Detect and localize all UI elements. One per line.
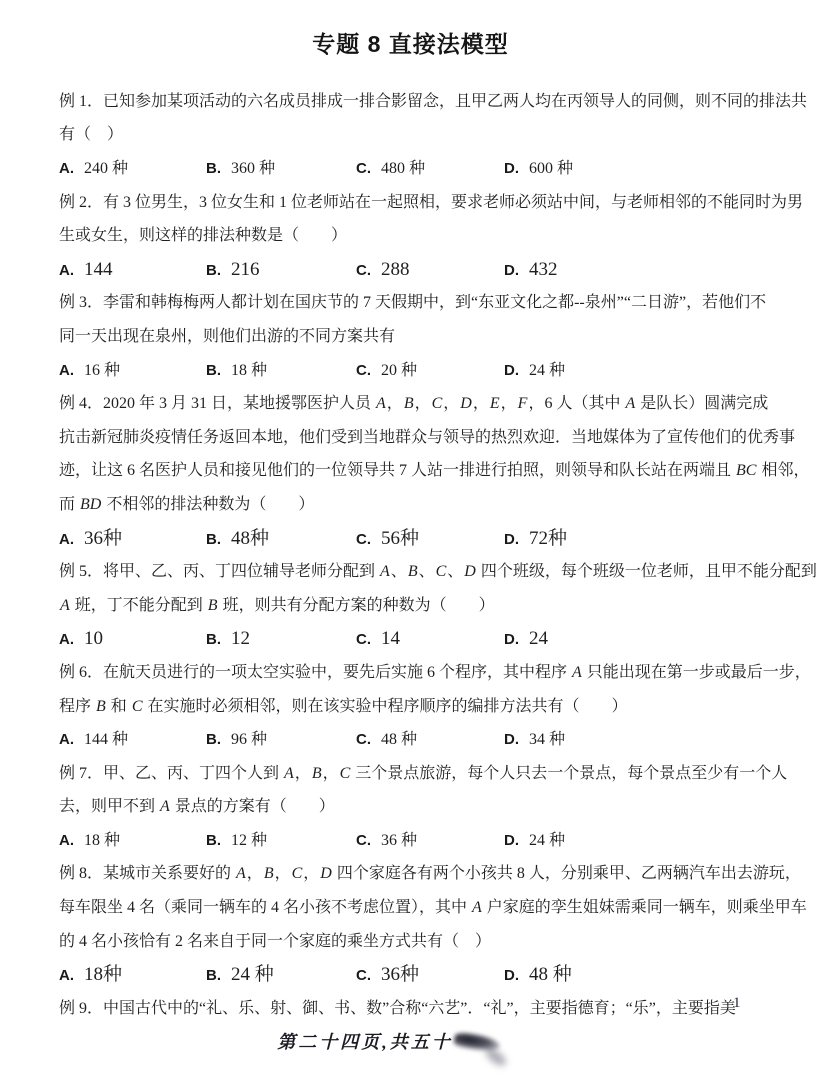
option-letter: A. <box>59 160 74 177</box>
problem-text-line <box>59 488 762 522</box>
text-segment: ， <box>500 395 517 413</box>
option-B <box>206 354 356 388</box>
problem-text-line <box>59 891 807 925</box>
option-letter: D. <box>504 261 519 279</box>
problem-text-line <box>59 454 810 488</box>
option-value: 144 种 <box>84 731 129 749</box>
options-row <box>59 522 762 556</box>
math-variable: B <box>207 596 218 614</box>
text-segment: ， <box>322 764 339 782</box>
text-segment: 例 5．将甲、乙、丙、丁四位辅导老师分配到 <box>59 563 380 581</box>
option-value: 12 <box>231 628 250 650</box>
problem-text-line <box>59 387 769 421</box>
text-segment: 四个家庭各有两个小孩共 8 人，分别乘甲、乙两辆汽车出去游玩， <box>332 865 801 883</box>
text-segment: 、 <box>447 563 464 581</box>
option-letter: C. <box>356 160 371 177</box>
math-variable: A <box>376 395 386 413</box>
math-variable: C <box>291 865 303 883</box>
math-variable: F <box>517 395 528 413</box>
math-variable: B <box>96 697 106 715</box>
text-segment: 例 9．中国古代中的“礼、乐、射、御、书、数”合称“六艺”．“礼”，主要指德育；“乐”，主要指美 <box>59 999 736 1017</box>
option-D <box>504 354 762 388</box>
text-segment: 班，则共有分配方案的种数为（ ） <box>218 596 495 614</box>
text-segment: 的 4 名小孩恰有 2 名来自于同一个家庭的乘坐方式共有（ ） <box>59 932 492 950</box>
option-B <box>206 253 356 288</box>
math-variable: D <box>460 395 472 413</box>
option-value: 10 <box>84 628 103 650</box>
option-value: 360 种 <box>231 160 276 177</box>
math-variable: C <box>131 697 143 715</box>
option-value: 18 种 <box>231 361 268 379</box>
problem-text-line <box>59 790 762 824</box>
text-segment: 例 1．已知参加某项活动的六名成员排成一排合影留念，且甲乙两人均在丙领导人的同侧，则不同的排法共 <box>59 92 808 110</box>
option-A <box>59 152 206 186</box>
option-value: 48 种 <box>529 964 572 986</box>
option-letter: C. <box>356 361 371 379</box>
options-row <box>59 253 762 287</box>
option-value: 24 <box>529 628 548 650</box>
problem-2 <box>59 186 804 287</box>
option-letter: D. <box>504 631 519 649</box>
footer-text-wrap <box>277 1028 500 1054</box>
option-letter: C. <box>356 261 371 279</box>
option-B <box>206 522 356 557</box>
options-row <box>59 723 762 757</box>
problem-text-line <box>59 286 767 320</box>
text-segment: 在实施时必须相邻，则在该实验中程序顺序的编排方法共有（ ） <box>143 697 628 715</box>
option-value: 24 种 <box>529 831 566 849</box>
text-segment: 有（ ） <box>59 126 124 144</box>
problem-3 <box>59 286 767 387</box>
option-value: 36种 <box>381 964 420 986</box>
problem-7 <box>59 757 788 858</box>
problem-9 <box>59 992 762 1026</box>
text-segment: 例 2．有 3 位男生，3 位女生和 1 位老师站在一起照相，要求老师必须站中间，与老师相邻的不能同时为男 <box>59 193 804 211</box>
option-A <box>59 522 206 557</box>
option-value: 432 <box>529 258 558 280</box>
text-segment: ， <box>303 865 320 883</box>
math-variable: B <box>311 764 322 782</box>
problem-text-line <box>59 219 762 253</box>
math-variable: B <box>263 865 274 883</box>
text-segment: 只能出现在第一步或最后一步， <box>582 663 811 681</box>
option-letter: D. <box>504 731 519 749</box>
option-D <box>504 958 762 993</box>
option-value: 216 <box>231 258 260 280</box>
option-value: 18种 <box>84 964 123 986</box>
option-value: 18 种 <box>84 831 121 849</box>
text-segment: 例 7．甲、乙、丙、丁四个人到 <box>59 764 284 782</box>
text-segment: 生或女生，则这样的排法种数是（ ） <box>59 227 348 245</box>
options-row <box>59 622 762 656</box>
text-segment: 而 <box>59 495 80 513</box>
option-letter: D. <box>504 530 519 548</box>
option-letter: A. <box>59 631 74 649</box>
text-segment: 、 <box>390 563 407 581</box>
page-number: 1 <box>733 995 741 1011</box>
problem-text-line <box>59 656 811 690</box>
option-letter: B. <box>206 361 221 379</box>
text-segment: 班，丁不能分配到 <box>70 596 207 614</box>
option-letter: B. <box>206 831 221 849</box>
option-A <box>59 253 206 288</box>
option-letter: B. <box>206 160 221 177</box>
math-variable: A <box>472 899 482 917</box>
text-segment: 、 <box>418 563 435 581</box>
text-segment: 同一天出现在泉州，则他们出游的不同方案共有 <box>59 327 396 345</box>
math-variable: C <box>339 764 351 782</box>
math-variable: D <box>320 865 332 883</box>
text-segment: 户家庭的孪生姐妹需乘同一辆车，则乘坐甲车 <box>482 899 807 917</box>
option-value: 480 种 <box>381 160 426 177</box>
text-segment: 三个景点旅游，每个人只去一个景点，每个景点至少有一个人 <box>351 764 788 782</box>
problem-text-line <box>59 320 762 354</box>
option-D <box>504 723 762 757</box>
option-value: 48 种 <box>381 731 418 749</box>
math-variable: C <box>435 563 447 581</box>
text-segment: 去，则甲不到 <box>59 798 160 816</box>
option-letter: B. <box>206 631 221 649</box>
option-D <box>504 622 762 657</box>
math-variable: A <box>572 663 582 681</box>
option-letter: D. <box>504 160 519 177</box>
option-letter: B. <box>206 261 221 279</box>
option-value: 16 种 <box>84 361 121 379</box>
problem-text-line <box>59 757 788 791</box>
page-footer <box>0 1028 821 1054</box>
text-segment: 是队长）圆满完成 <box>636 395 769 413</box>
text-segment: ， <box>414 395 431 413</box>
option-letter: A. <box>59 261 74 279</box>
option-C <box>356 723 504 757</box>
ink-smudge-icon <box>453 1031 501 1054</box>
options-row <box>59 152 762 186</box>
problem-text-line <box>59 118 762 152</box>
text-segment: 迹，让这 6 名医护人员和接见他们的一位领导共 7 人站一排进行拍照，则领导和队长站在两端且 <box>59 462 736 480</box>
text-segment: 抗击新冠肺炎疫情任务返回本地，他们受到当地群众与领导的热烈欢迎．当地媒体为了宣传他们的优秀事 <box>59 428 796 446</box>
problem-text-line <box>59 555 817 589</box>
problem-text-line <box>59 186 804 220</box>
text-segment: 程序 <box>59 697 96 715</box>
option-value: 48种 <box>231 527 270 549</box>
option-value: 12 种 <box>231 831 268 849</box>
problem-1 <box>59 85 808 186</box>
text-segment: ， <box>274 865 291 883</box>
option-value: 34 种 <box>529 731 566 749</box>
option-value: 56种 <box>381 527 420 549</box>
option-A <box>59 824 206 858</box>
option-A <box>59 723 206 757</box>
text-segment: 例 8．某城市关系要好的 <box>59 865 236 883</box>
option-A <box>59 622 206 657</box>
option-value: 600 种 <box>529 160 574 177</box>
option-D <box>504 152 762 186</box>
math-variable: A <box>380 563 390 581</box>
text-segment: 例 3．李雷和韩梅梅两人都计划在国庆节的 7 天假期中，到“东亚文化之都--泉州”“二日游”，若他们不 <box>59 294 767 312</box>
math-variable: A <box>60 596 70 614</box>
problem-text-line <box>59 589 762 623</box>
option-letter: A. <box>59 530 74 548</box>
option-value: 24 种 <box>231 964 274 986</box>
option-value: 24 种 <box>529 361 566 379</box>
footer-text: 第二十四页,共五十 <box>277 1032 453 1052</box>
option-B <box>206 622 356 657</box>
text-segment: 相邻， <box>757 462 810 480</box>
option-letter: B. <box>206 530 221 548</box>
math-variable: C <box>431 395 443 413</box>
options-row <box>59 354 762 388</box>
text-segment: 和 <box>106 697 131 715</box>
math-variable: BD <box>80 495 102 513</box>
options-row <box>59 824 762 858</box>
option-letter: D. <box>504 967 519 985</box>
problem-8 <box>59 857 807 991</box>
option-letter: B. <box>206 731 221 749</box>
problem-6 <box>59 656 811 757</box>
problem-text-line <box>59 992 762 1026</box>
problem-text-line <box>59 421 796 455</box>
option-letter: A. <box>59 831 74 849</box>
option-value: 96 种 <box>231 731 268 749</box>
option-C <box>356 958 504 993</box>
option-letter: B. <box>206 967 221 985</box>
text-segment: 每车限坐 4 名（乘同一辆车的 4 名小孩不考虑位置），其中 <box>59 899 472 917</box>
problem-text-line <box>59 85 808 119</box>
problem-4 <box>59 387 810 555</box>
option-B <box>206 152 356 186</box>
math-variable: A <box>284 764 294 782</box>
option-C <box>356 622 504 657</box>
option-value: 14 <box>381 628 400 650</box>
option-B <box>206 723 356 757</box>
option-C <box>356 522 504 557</box>
text-segment: ， <box>443 395 460 413</box>
option-D <box>504 522 762 557</box>
option-B <box>206 958 356 993</box>
option-value: 288 <box>381 258 410 280</box>
text-segment: ， <box>294 764 311 782</box>
text-segment: 景点的方案有（ ） <box>170 798 335 816</box>
problem-text-line <box>59 925 762 959</box>
math-variable: E <box>489 395 500 413</box>
text-segment: ， <box>386 395 403 413</box>
option-C <box>356 824 504 858</box>
problems-list <box>0 85 821 1026</box>
option-letter: A. <box>59 361 74 379</box>
math-variable: A <box>625 395 636 413</box>
page-title: 专题 8 直接法模型 <box>312 30 509 57</box>
problem-text-line <box>59 857 801 891</box>
option-letter: D. <box>504 831 519 849</box>
option-value: 36种 <box>84 527 123 549</box>
option-letter: A. <box>59 731 74 749</box>
problem-5 <box>59 555 817 656</box>
math-variable: B <box>407 563 418 581</box>
option-value: 240 种 <box>84 160 129 177</box>
option-B <box>206 824 356 858</box>
options-row <box>59 958 762 992</box>
math-variable: A <box>160 798 170 816</box>
option-letter: C. <box>356 831 371 849</box>
option-D <box>504 253 762 288</box>
math-variable: BC <box>736 462 757 480</box>
option-D <box>504 824 762 858</box>
option-value: 36 种 <box>381 831 418 849</box>
text-segment: 四个班级，每个班级一位老师，且甲不能分配到 <box>476 563 817 581</box>
option-C <box>356 354 504 388</box>
option-letter: C. <box>356 967 371 985</box>
text-segment: ，6 人（其中 <box>528 395 625 413</box>
text-segment: ， <box>246 865 263 883</box>
math-variable: A <box>236 865 246 883</box>
math-variable: B <box>403 395 414 413</box>
problem-text-line <box>59 690 762 724</box>
text-segment: 不相邻的排法种数为（ ） <box>102 495 315 513</box>
option-letter: D. <box>504 361 519 379</box>
text-segment: ， <box>472 395 489 413</box>
option-value: 20 种 <box>381 361 418 379</box>
option-value: 72种 <box>529 527 568 549</box>
text-segment: 例 4．2020 年 3 月 31 日，某地援鄂医护人员 <box>59 395 376 413</box>
option-letter: C. <box>356 631 371 649</box>
option-letter: C. <box>356 731 371 749</box>
option-C <box>356 253 504 288</box>
option-C <box>356 152 504 186</box>
math-variable: D <box>464 563 476 581</box>
text-segment: 例 6．在航天员进行的一项太空实验中，要先后实施 6 个程序，其中程序 <box>59 663 572 681</box>
option-value: 144 <box>84 258 113 280</box>
option-A <box>59 354 206 388</box>
option-letter: A. <box>59 967 74 985</box>
option-A <box>59 958 206 993</box>
option-letter: C. <box>356 530 371 548</box>
